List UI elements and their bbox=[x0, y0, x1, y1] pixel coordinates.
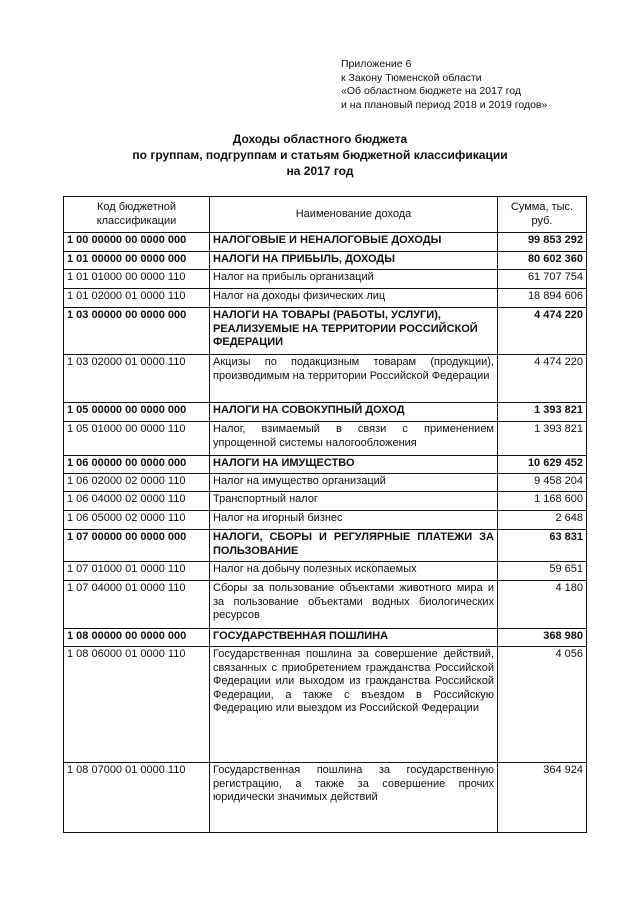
document-title bbox=[0, 131, 640, 179]
row-code: 1 07 01000 01 0000 110 bbox=[64, 562, 210, 581]
row-code: 1 01 00000 00 0000 000 bbox=[64, 252, 210, 270]
header-sum: Сумма, тыс. руб. bbox=[498, 197, 587, 233]
row-name: Государственная пошлина за совершение действий, связанных с приобретением гражданства Российской Федерации или выходом из гражданства Российской Федерации, а также с въездом в Российскую Федерацию или выездом из Российской Федерации bbox=[210, 647, 498, 763]
table-row bbox=[64, 647, 587, 763]
row-sum: 4 474 220 bbox=[498, 308, 587, 355]
table-header-row bbox=[64, 197, 587, 233]
row-sum: 1 393 821 bbox=[498, 403, 587, 422]
title-line: на 2017 год bbox=[286, 164, 354, 178]
row-name: Акцизы по подакцизным товарам (продукции), производимым на территории Российской Федерации bbox=[210, 355, 498, 403]
table-row bbox=[64, 562, 587, 581]
row-code: 1 01 01000 00 0000 110 bbox=[64, 270, 210, 289]
row-sum: 4 180 bbox=[498, 581, 587, 629]
row-name: Транспортный налог bbox=[210, 492, 498, 511]
appendix-note bbox=[341, 58, 547, 112]
table-row bbox=[64, 581, 587, 629]
row-name: Налог, взимаемый в связи с применением упрощенной системы налогообложения bbox=[210, 422, 498, 456]
appendix-line: к Закону Тюменской области bbox=[341, 71, 482, 84]
row-code: 1 05 00000 00 0000 000 bbox=[64, 403, 210, 422]
table-row bbox=[64, 289, 587, 308]
appendix-line: Приложение 6 bbox=[341, 58, 412, 70]
row-code: 1 06 02000 02 0000 110 bbox=[64, 474, 210, 492]
row-name: Налог на игорный бизнес bbox=[210, 511, 498, 530]
table-row bbox=[64, 456, 587, 474]
row-sum: 2 648 bbox=[498, 511, 587, 530]
row-name: Налог на добычу полезных ископаемых bbox=[210, 562, 498, 581]
row-sum: 1 168 600 bbox=[498, 492, 587, 511]
row-sum: 10 629 452 bbox=[498, 456, 587, 474]
row-code: 1 07 00000 00 0000 000 bbox=[64, 530, 210, 562]
appendix-line: «Об областном бюджете на 2017 год bbox=[341, 85, 522, 97]
row-name: Сборы за пользование объектами животного мира и за пользование объектами водных биологических ресурсов bbox=[210, 581, 498, 629]
revenue-table bbox=[63, 196, 587, 833]
row-name: Государственная пошлина за государственную регистрацию, а также за совершение прочих юридически значимых действий bbox=[210, 763, 498, 833]
row-name: Налог на прибыль организаций bbox=[210, 270, 498, 289]
table-row bbox=[64, 403, 587, 422]
row-code: 1 07 04000 01 0000 110 bbox=[64, 581, 210, 629]
row-sum: 59 651 bbox=[498, 562, 587, 581]
row-sum: 80 602 360 bbox=[498, 252, 587, 270]
row-sum: 364 924 bbox=[498, 763, 587, 833]
row-sum: 9 458 204 bbox=[498, 474, 587, 492]
row-sum: 1 393 821 bbox=[498, 422, 587, 456]
row-code: 1 06 00000 00 0000 000 bbox=[64, 456, 210, 474]
row-name bbox=[210, 530, 498, 562]
row-name: Налог на имущество организаций bbox=[210, 474, 498, 492]
row-code: 1 05 01000 00 0000 110 bbox=[64, 422, 210, 456]
row-code: 1 03 00000 00 0000 000 bbox=[64, 308, 210, 355]
header-name: Наименование дохода bbox=[210, 197, 498, 233]
row-code: 1 08 06000 01 0000 110 bbox=[64, 647, 210, 763]
table-row bbox=[64, 252, 587, 270]
appendix-line: и на плановый период 2018 и 2019 годов» bbox=[341, 98, 548, 111]
row-sum: 368 980 bbox=[498, 629, 587, 647]
header-code: Код бюджетной классификации bbox=[64, 197, 210, 233]
row-name: ГОСУДАРСТВЕННАЯ ПОШЛИНА bbox=[210, 629, 498, 647]
row-code: 1 08 00000 00 0000 000 bbox=[64, 629, 210, 647]
row-name: НАЛОГИ НА СОВОКУПНЫЙ ДОХОД bbox=[210, 403, 498, 422]
table-row bbox=[64, 233, 587, 252]
row-code: 1 06 05000 02 0000 110 bbox=[64, 511, 210, 530]
row-code: 1 03 02000 01 0000 110 bbox=[64, 355, 210, 403]
table-row bbox=[64, 474, 587, 492]
row-sum: 4 056 bbox=[498, 647, 587, 763]
row-name: НАЛОГИ НА ИМУЩЕСТВО bbox=[210, 456, 498, 474]
title-line: Доходы областного бюджета bbox=[232, 132, 408, 146]
row-sum: 61 707 754 bbox=[498, 270, 587, 289]
row-sum: 63 831 bbox=[498, 530, 587, 562]
row-sum: 99 853 292 bbox=[498, 233, 587, 252]
row-name: НАЛОГОВЫЕ И НЕНАЛОГОВЫЕ ДОХОДЫ bbox=[210, 233, 498, 252]
table-row bbox=[64, 763, 587, 833]
row-name: НАЛОГИ НА ПРИБЫЛЬ, ДОХОДЫ bbox=[210, 252, 498, 270]
row-name: Налог на доходы физических лиц bbox=[210, 289, 498, 308]
table-row bbox=[64, 270, 587, 289]
row-code: 1 06 04000 02 0000 110 bbox=[64, 492, 210, 511]
table-row bbox=[64, 629, 587, 647]
row-name: НАЛОГИ НА ТОВАРЫ (РАБОТЫ, УСЛУГИ), РЕАЛИЗУЕМЫЕ НА ТЕРРИТОРИИ РОССИЙСКОЙ ФЕДЕРАЦИИ bbox=[210, 308, 498, 355]
table-row bbox=[64, 355, 587, 403]
row-code: 1 01 02000 01 0000 110 bbox=[64, 289, 210, 308]
row-code: 1 08 07000 01 0000 110 bbox=[64, 763, 210, 833]
table-row bbox=[64, 308, 587, 355]
row-sum: 4 474 220 bbox=[498, 355, 587, 403]
table-row bbox=[64, 511, 587, 530]
row-code: 1 00 00000 00 0000 000 bbox=[64, 233, 210, 252]
row-name-text: НАЛОГИ, СБОРЫ И РЕГУЛЯРНЫЕ ПЛАТЕЖИ ЗА ПОЛЬЗОВАНИЕ bbox=[213, 531, 494, 557]
table-row bbox=[64, 492, 587, 511]
table-row bbox=[64, 422, 587, 456]
row-sum: 18 894 606 bbox=[498, 289, 587, 308]
table-row bbox=[64, 530, 587, 562]
title-line: по группам, подгруппам и статьям бюджетной классификации bbox=[132, 148, 508, 162]
